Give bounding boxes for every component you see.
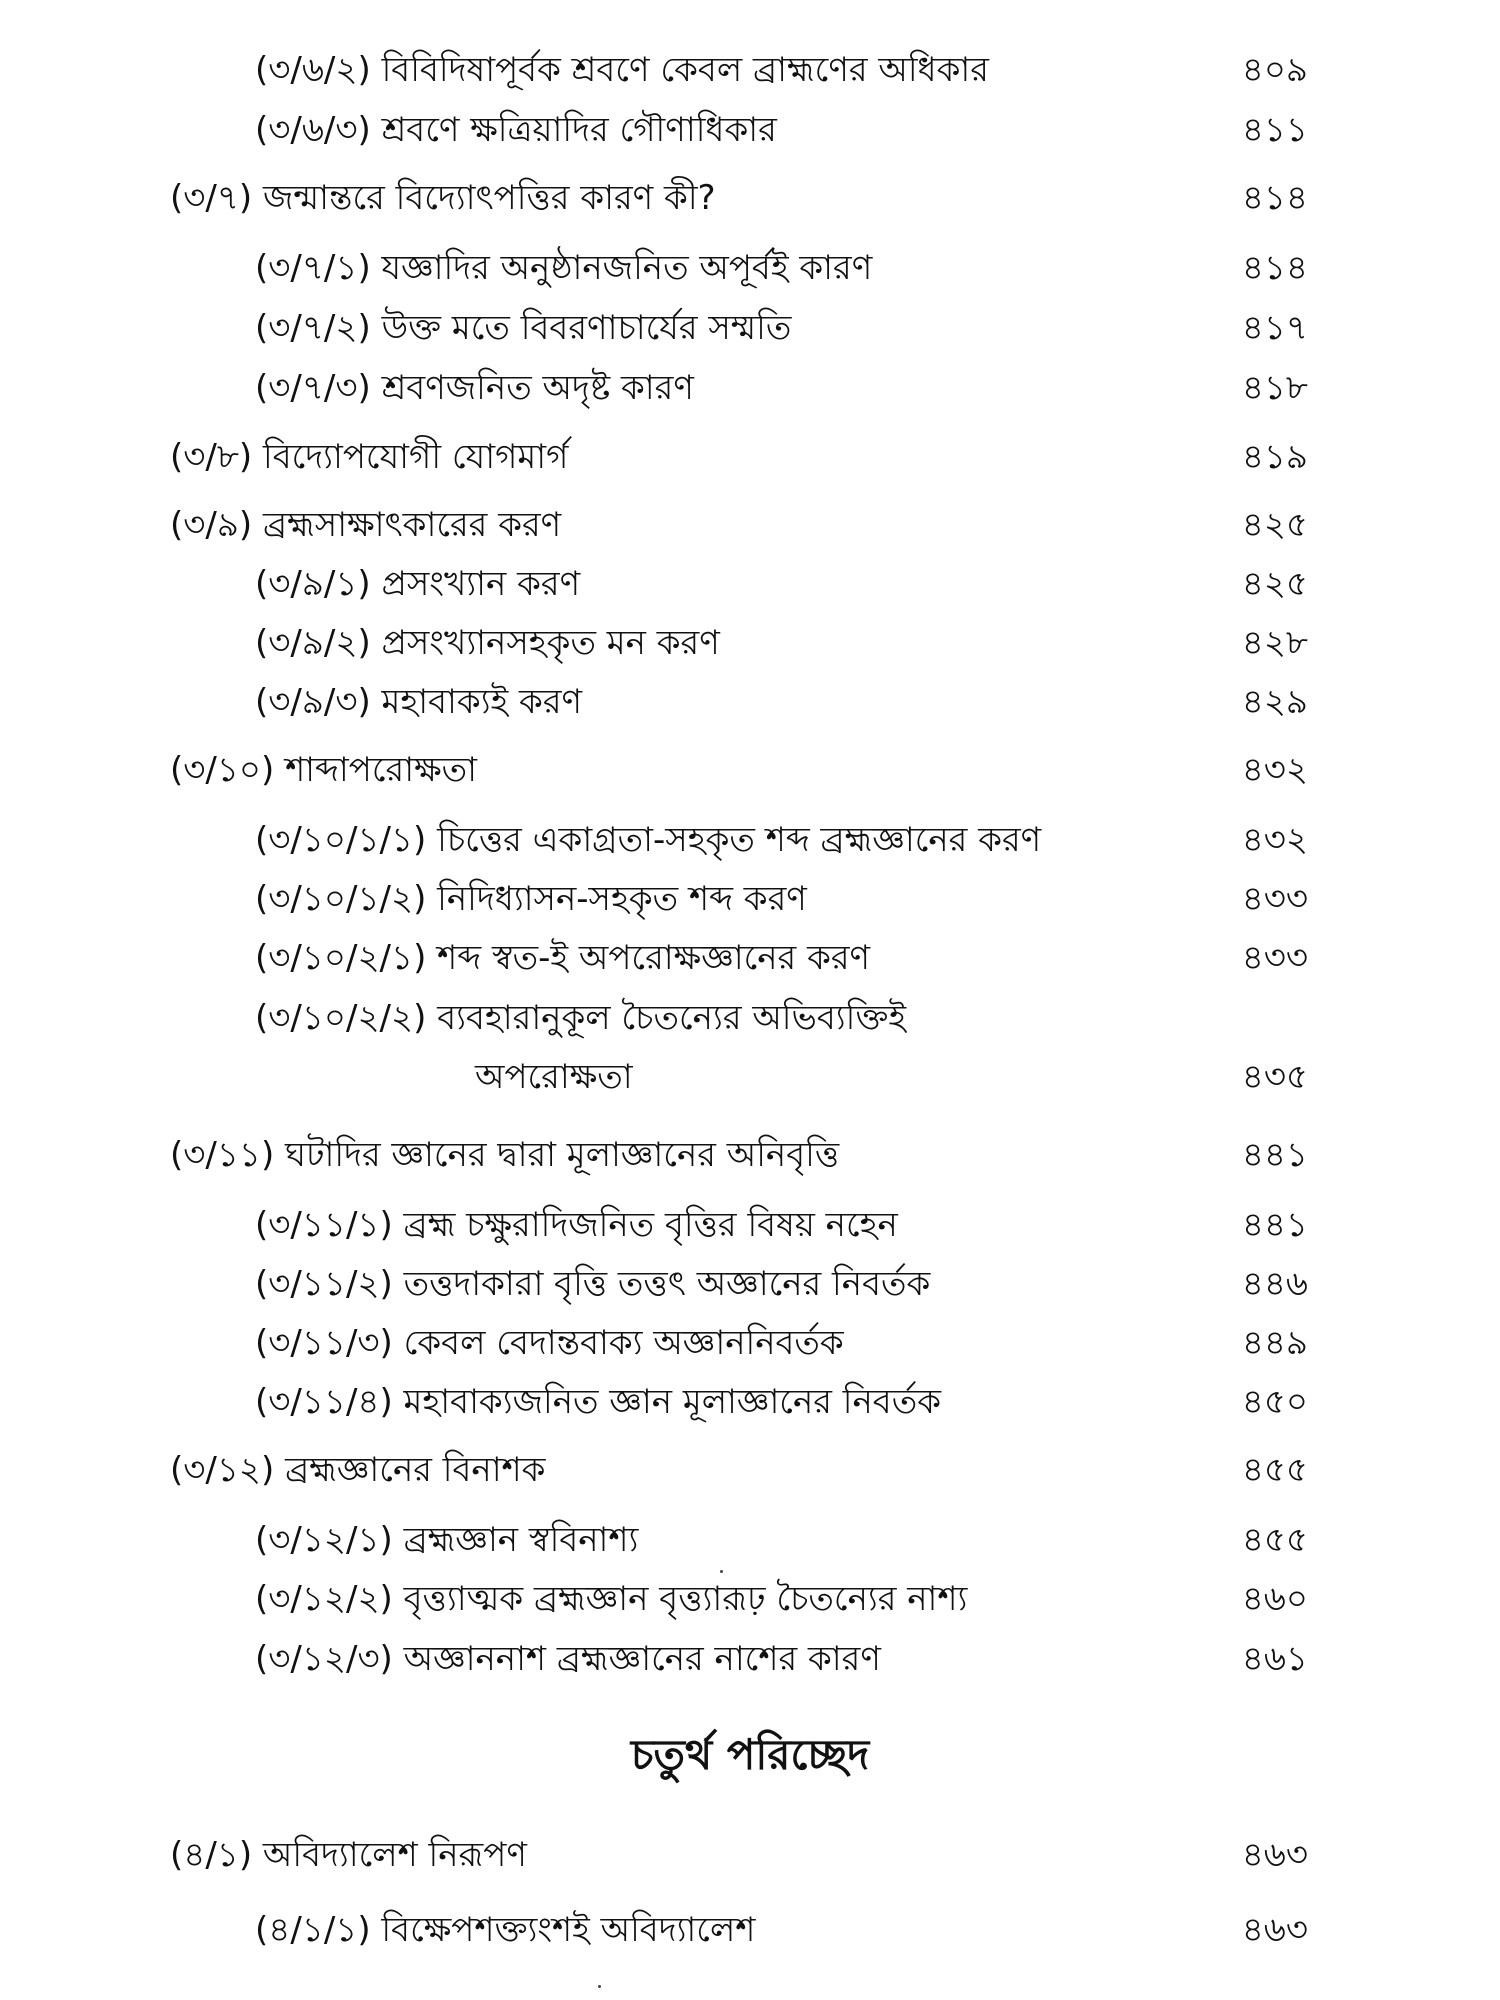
- toc-entry-title: (৩/১২/৩) অজ্ঞাননাশ ব্রহ্মজ্ঞানের নাশের কারণ: [255, 1639, 881, 1679]
- toc-entry-page-number: ৪৪৬: [1241, 1264, 1308, 1304]
- toc-entry: [0, 105, 1500, 155]
- toc-entry-title: (৪/১) অবিদ্যালেশ নিরূপণ: [170, 1835, 527, 1875]
- toc-entry-title: (৩/১০/২/১) শব্দ স্বত-ই অপরোক্ষজ্ঞানের করণ: [255, 938, 871, 978]
- toc-entry-page-number: ৪৬১: [1241, 1639, 1308, 1679]
- toc-entry-title: (৩/৭/১) যজ্ঞাদির অনুষ্ঠানজনিত অপূর্বই কারণ: [255, 248, 873, 288]
- toc-entry-title: (৩/১১) ঘটাদির জ্ঞানের দ্বারা মূলাজ্ঞানের অনিবৃত্তি: [170, 1135, 840, 1175]
- toc-entry-title: (৩/১০) শাব্দাপরোক্ষতা: [170, 750, 477, 790]
- toc-entry-page-number: ৪৪১: [1241, 1205, 1308, 1245]
- toc-entry-page-number: ৪২৫: [1241, 564, 1308, 604]
- toc-entry-title: (৩/৭/৩) শ্রবণজনিত অদৃষ্ট কারণ: [255, 368, 694, 408]
- toc-entry: [0, 45, 1500, 95]
- toc-entry-page-number: ৪২৯: [1241, 682, 1308, 722]
- toc-section-entry: [0, 432, 1500, 482]
- toc-entry-page-number: ৪৩২: [1241, 820, 1308, 860]
- toc-section-entry: [0, 745, 1500, 795]
- toc-section-entry: [0, 173, 1500, 223]
- print-speck: [720, 1570, 723, 1573]
- toc-entry: [0, 815, 1500, 865]
- toc-entry-page-number: ৪৫৫: [1241, 1450, 1308, 1490]
- chapter-heading: চতুর্থ পরিচ্ছেদ: [630, 1730, 870, 1779]
- toc-entry: [0, 618, 1500, 668]
- toc-entry-page-number: ৪১৯: [1241, 437, 1308, 477]
- toc-entry-title: (৩/৯/২) প্রসংখ্যানসহকৃত মন করণ: [255, 623, 720, 663]
- toc-section-entry: [0, 1130, 1500, 1180]
- toc-entry-page-number: ৪৪১: [1241, 1135, 1308, 1175]
- toc-entry: [0, 1574, 1500, 1624]
- toc-entry-title: (৩/৯) ব্রহ্মসাক্ষাৎকারের করণ: [170, 505, 562, 545]
- toc-entry-title: (৩/৭/২) উক্ত মতে বিবরণাচার্যের সম্মতি: [255, 308, 792, 348]
- toc-entry-page-number: ৪১৮: [1241, 368, 1308, 408]
- toc-entry-page-number: ৪৫০: [1241, 1382, 1308, 1422]
- toc-entry-title: (৩/১০/১/২) নিদিধ্যাসন-সহকৃত শব্দ করণ: [255, 879, 807, 919]
- toc-entry-page-number: ৪৩৫: [1241, 1057, 1308, 1097]
- toc-entry-title: (৩/১১/২) তত্তদাকারা বৃত্তি তত্তৎ অজ্ঞানের নিবর্তক: [255, 1264, 931, 1304]
- toc-entry-page-number: ৪১১: [1241, 110, 1308, 150]
- toc-entry-page-number: ৪২৫: [1241, 505, 1308, 545]
- toc-entry-page-number: ৪৪৯: [1241, 1323, 1308, 1363]
- toc-entry-continuation: [0, 1052, 1500, 1102]
- toc-entry: [0, 363, 1500, 413]
- toc-entry: [0, 677, 1500, 727]
- toc-entry-page-number: ৪১৭: [1241, 308, 1308, 348]
- toc-entry-title: (৩/১০/১/১) চিত্তের একাগ্রতা-সহকৃত শব্দ ব্রহ্মজ্ঞানের করণ: [255, 820, 1042, 860]
- toc-entry: [0, 243, 1500, 293]
- toc-entry: [0, 1377, 1500, 1427]
- toc-entry-title: (৩/১১/৪) মহাবাক্যজনিত জ্ঞান মূলাজ্ঞানের নিবর্তক: [255, 1382, 942, 1422]
- toc-entry-title: (৩/৬/২) বিবিদিষাপূর্বক শ্রবণে কেবল ব্রাহ্মণের অধিকার: [255, 50, 989, 90]
- toc-entry: [0, 1318, 1500, 1368]
- toc-section-entry: [0, 500, 1500, 550]
- toc-entry: [0, 559, 1500, 609]
- toc-entry-title: (৩/৯/১) প্রসংখ্যান করণ: [255, 564, 581, 604]
- toc-entry: [0, 1200, 1500, 1250]
- toc-entry-title: (৩/৯/৩) মহাবাক্যই করণ: [255, 682, 583, 722]
- toc-entry-title: (৪/১/১) বিক্ষেপশক্ত্যংশই অবিদ্যালেশ: [255, 1910, 756, 1950]
- toc-entry-page-number: ৪৩৩: [1241, 879, 1308, 919]
- toc-entry-title: (৩/১০/২/২) ব্যবহারানুকূল চৈতন্যের অভিব্যক্তিই: [255, 998, 907, 1038]
- toc-entry-page-number: ৪৬০: [1241, 1579, 1308, 1619]
- toc-entry-title: (৩/১১/৩) কেবল বেদান্তবাক্য অজ্ঞাননিবর্তক: [255, 1323, 844, 1363]
- toc-entry-page-number: ৪৩৩: [1241, 938, 1308, 978]
- toc-entry-page-number: ৪৩২: [1241, 750, 1308, 790]
- toc-entry: [0, 1905, 1500, 1955]
- toc-entry: [0, 933, 1500, 983]
- toc-entry-title: (৩/১১/১) ব্রহ্ম চক্ষুরাদিজনিত বৃত্তির বিষয় নহেন: [255, 1205, 898, 1245]
- toc-entry: [0, 874, 1500, 924]
- toc-entry-title: (৩/৮) বিদ্যোপযোগী যোগমার্গ: [170, 437, 569, 477]
- toc-entry: [0, 1634, 1500, 1684]
- toc-section-entry: [0, 1830, 1500, 1880]
- toc-entry-page-number: ৪২৮: [1241, 623, 1308, 663]
- toc-entry-page-number: ৪১৪: [1241, 178, 1308, 218]
- toc-entry-title: (৩/১২/১) ব্রহ্মজ্ঞান স্ববিনাশ্য: [255, 1520, 639, 1560]
- toc-entry-title: (৩/৬/৩) শ্রবণে ক্ষত্রিয়াদির গৌণাধিকার: [255, 110, 777, 150]
- toc-entry: [0, 993, 1500, 1043]
- toc-entry-title: (৩/১২) ব্রহ্মজ্ঞানের বিনাশক: [170, 1450, 546, 1490]
- toc-entry-title: (৩/১২/২) বৃত্ত্যাত্মক ব্রহ্মজ্ঞান বৃত্ত্যারূঢ় চৈতন্যের নাশ্য: [255, 1579, 968, 1619]
- toc-entry-page-number: ৪৬৩: [1241, 1835, 1308, 1875]
- toc-entry-page-number: ৪০৯: [1241, 50, 1308, 90]
- toc-entry: [0, 1515, 1500, 1565]
- toc-entry-title: অপরোক্ষতা: [475, 1057, 633, 1097]
- toc-entry-title: (৩/৭) জন্মান্তরে বিদ্যোৎপত্তির কারণ কী?: [170, 178, 716, 218]
- toc-entry-page-number: ৪৬৩: [1241, 1910, 1308, 1950]
- toc-entry: [0, 303, 1500, 353]
- toc-entry-page-number: ৪১৪: [1241, 248, 1308, 288]
- toc-entry: [0, 1259, 1500, 1309]
- toc-section-entry: [0, 1445, 1500, 1495]
- print-speck: [598, 1985, 601, 1988]
- toc-entry-page-number: ৪৫৫: [1241, 1520, 1308, 1560]
